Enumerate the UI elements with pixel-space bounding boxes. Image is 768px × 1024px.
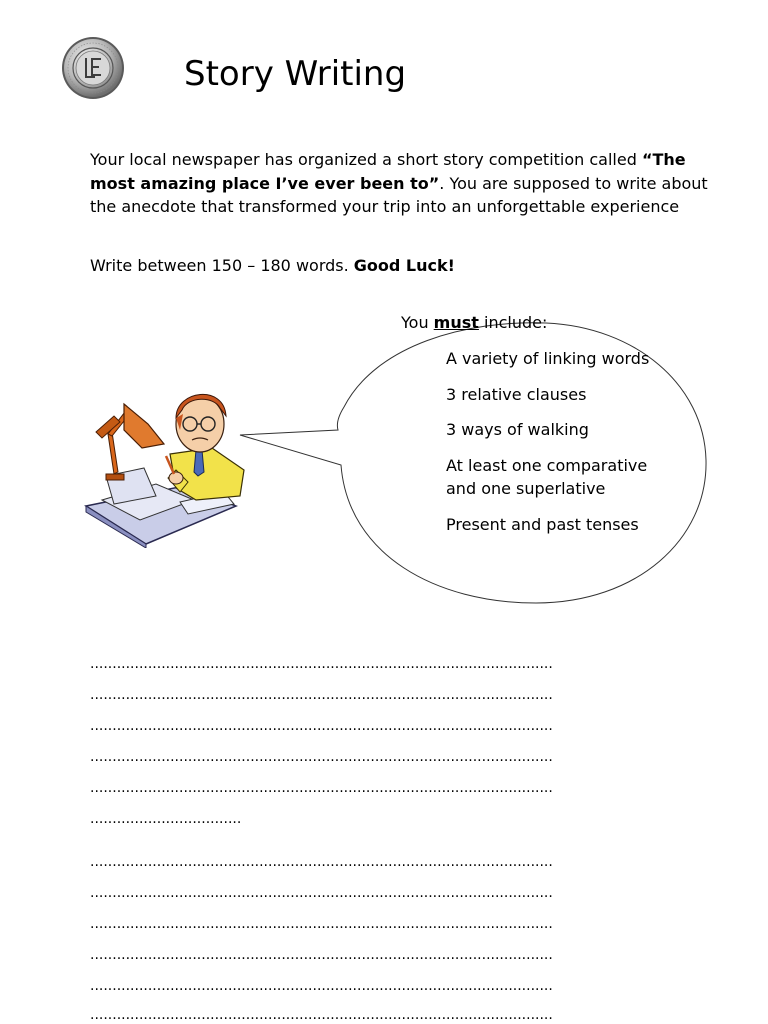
intro-text-continued: . You are supposed to write about the anecdote that transformed your trip into an unforgettable experience [90,173,708,216]
requirements-list [446,347,676,548]
requirements-heading [401,312,547,334]
writing-line[interactable]: ........................................................................................................ [90,947,553,963]
requirements-lead: You [401,313,434,332]
writing-line[interactable]: ........................................................................................................ [90,718,553,734]
word-count-instruction [90,255,455,277]
instructions-paragraph [90,148,730,219]
intro-text: Your local newspaper has organized a short story competition called [90,150,642,169]
writing-line-short[interactable]: .................................. [90,811,242,827]
word-count-text: Write between 150 – 180 words. [90,256,354,275]
requirement-item: 3 relative clauses [446,384,587,404]
requirement-item: Present and past tenses [446,514,639,534]
writing-line[interactable]: ........................................................................................................ [90,1007,553,1023]
requirement-item: A variety of linking words [446,349,650,368]
writing-line[interactable]: ........................................................................................................ [90,854,553,870]
writing-line[interactable]: ........................................................................................................ [90,978,553,994]
good-luck-text: Good Luck! [353,256,455,275]
page-title: Story Writing [184,54,407,94]
writing-line[interactable]: ........................................................................................................ [90,687,553,703]
requirement-item: 3 ways of walking [446,420,589,439]
must-emphasis: must [433,313,479,332]
school-seal-icon [61,36,125,100]
requirement-item: At least one comparative and one superlative [446,455,648,498]
writing-line[interactable]: ........................................................................................................ [90,916,553,932]
competition-name: “The most amazing place I’ve ever been to” [90,150,686,193]
writing-line[interactable]: ........................................................................................................ [90,885,553,901]
writing-line[interactable]: ........................................................................................................ [90,749,553,765]
requirements-lead-end: include: [478,313,548,332]
writer-at-desk-icon [84,378,254,548]
writing-line[interactable]: ........................................................................................................ [90,656,553,672]
writing-line[interactable]: ........................................................................................................ [90,780,553,796]
